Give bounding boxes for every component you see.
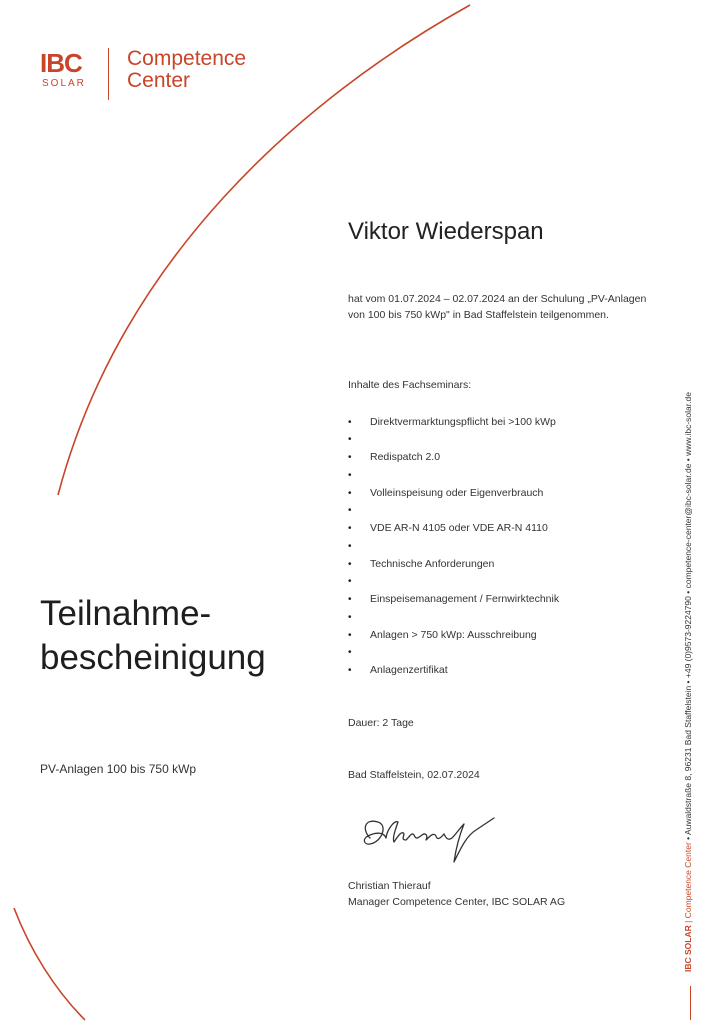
handwritten-signature [356,808,506,870]
bullet-dot: • [348,630,352,641]
bullet-dot: • [348,559,352,570]
duration-text: Dauer: 2 Tage [348,717,414,729]
competence-center-line2: Center [127,69,191,92]
topic-item: Volleinspeisung oder Eigenverbrauch [370,487,544,499]
side-brand: IBC SOLAR [683,925,693,972]
contents-heading: Inhalte des Fachseminars: [348,379,472,391]
bullet-dot: • [348,417,352,428]
topic-item: Redispatch 2.0 [370,451,441,463]
bullet-dot: • [348,470,352,481]
logo-ibc-text: IBC [40,48,82,78]
place-date: Bad Staffelstein, 02.07.2024 [348,769,480,781]
certificate-title-line1: Teilnahme- [40,594,212,633]
bullet-dot: • [348,505,352,516]
topic-item: Anlagen > 750 kWp: Ausschreibung [370,629,537,641]
bullet-dot: • [348,523,352,534]
topic-item: Anlagenzertifikat [370,664,448,676]
signer-block [348,878,565,910]
intro-text: hat vom 01.07.2024 – 02.07.2024 an der Schulung „PV-Anlagen von 100 bis 750 kWp" in Bad Staffelstein teilgenommen. [348,293,647,321]
side-contact-info: IBC SOLAR | Competence Center • Auwaldstraße 8, 96231 Bad Staffelstein • +49 (0)9573-9224790 • competence-center@ibc-solar.de • www.ibc-solar.de [683,392,693,972]
course-subtitle: PV-Anlagen 100 bis 750 kWp [40,762,197,776]
bullet-dot: • [348,576,352,587]
topic-item: VDE AR-N 4105 oder VDE AR-N 4110 [370,522,548,534]
bullet-dot: • [348,612,352,623]
competence-center-line1: Competence [127,47,247,70]
logo-solar-text: SOLAR [42,78,86,89]
topic-item: Direktvermarktungspflicht bei >100 kWp [370,416,556,428]
certificate-title-line2: bescheinigung [40,638,266,677]
bullet-dot: • [348,434,352,445]
certificate-title [40,592,266,680]
bullet-dot: • [348,488,352,499]
bullet-dot: • [348,647,352,658]
side-contact: Auwaldstraße 8, 96231 Bad Staffelstein • +49 (0)9573-9224790 • competence-center@ibc-solar.de • www.ibc-solar.de [683,392,693,835]
bullet-dot: • [348,665,352,676]
recipient-name: Viktor Wiederspan [348,218,544,245]
side-center: Competence Center [683,842,693,919]
topic-item: Technische Anforderungen [370,558,495,570]
bullet-dot: • [348,452,352,463]
bullet-dot: • [348,541,352,552]
bullet-dot: • [348,594,352,605]
side-accent-line [690,986,691,1020]
signer-role: Manager Competence Center, IBC SOLAR AG [348,896,566,908]
topic-item: Einspeisemanagement / Fernwirktechnik [370,593,560,605]
signer-name: Christian Thierauf [348,880,431,892]
